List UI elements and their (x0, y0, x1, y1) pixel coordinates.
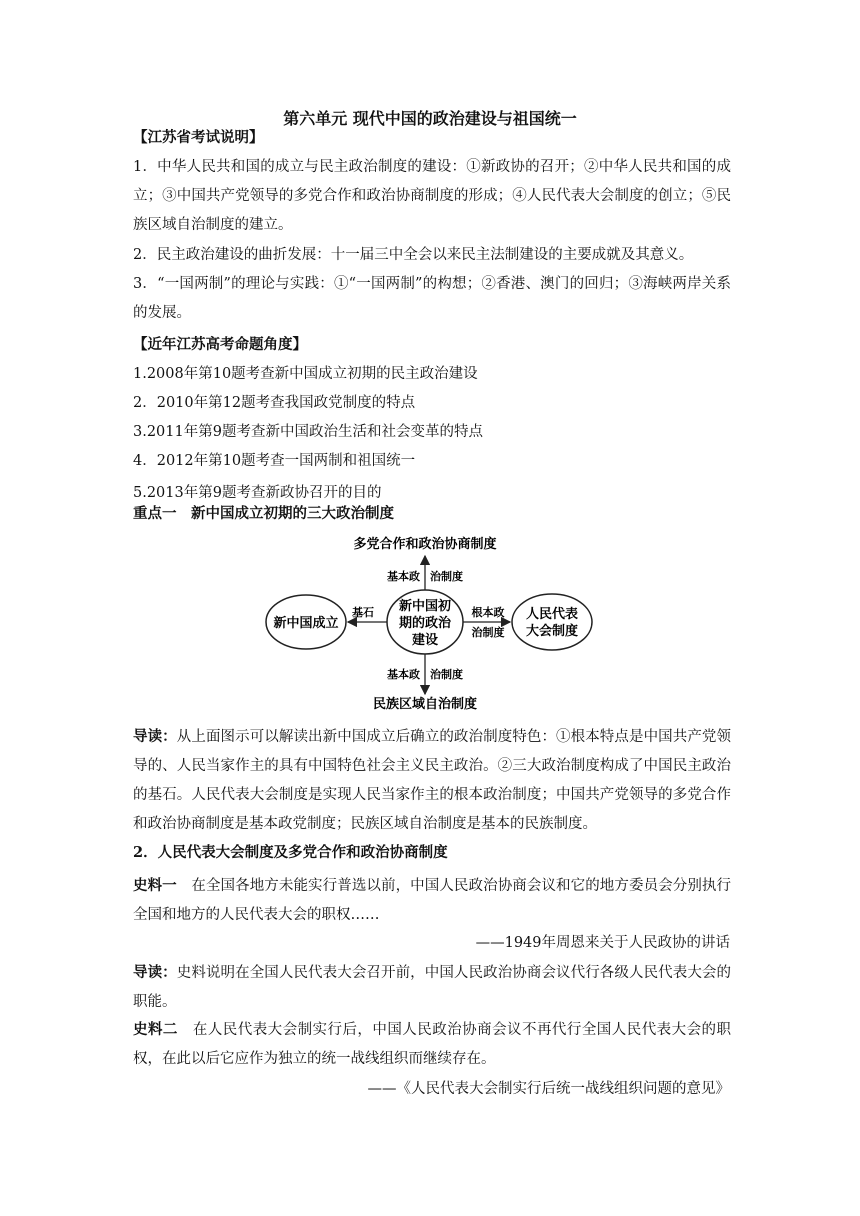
guide-1 (133, 722, 731, 839)
political-system-diagram (260, 528, 600, 714)
diagram-center-line-1: 新中国初 (398, 599, 452, 614)
guide-2 (133, 958, 731, 1017)
diagram-top-node: 多党合作和政治协商制度 (353, 537, 497, 552)
diagram-top-label-right: 治制度 (430, 570, 463, 583)
source-2 (133, 1015, 731, 1074)
diagram-center-line-2: 期的政治 (398, 616, 452, 631)
diagram-right-label-bottom: 治制度 (471, 626, 505, 639)
focus-heading: 重点一 新中国成立初期的三大政治制度 (133, 505, 394, 522)
diagram-right-node (512, 594, 592, 650)
diagram-right-node-line-2: 大会制度 (525, 624, 579, 639)
recent-item-4: 4．2012年第10题考查一国两制和祖国统一 (133, 453, 416, 469)
section-2-heading: 2．人民代表大会制度及多党合作和政治协商制度 (133, 844, 448, 861)
exam-item-2: 2．民主政治建设的曲折发展：十一届三中全会以来民主法制建设的主要成就及其意义。 (133, 247, 694, 263)
guide-1-label: 导读： (133, 728, 177, 745)
recent-item-5: 5.2013年第9题考查新政协召开的目的 (133, 485, 382, 501)
recent-heading: 【近年江苏高考命题角度】 (133, 336, 307, 353)
source-1 (133, 871, 731, 930)
unit-title: 第六单元 现代中国的政治建设与祖国统一 (283, 109, 577, 128)
exam-item-3: 3．“一国两制”的理论与实践：①“一国两制”的构想；②香港、澳门的回归；③海峡两岸关系的发展。 (133, 276, 731, 321)
exam-item-1: 1．中华人民共和国的成立与民主政治制度的建设：①新政协的召开；②中华人民共和国的成立；③中国共产党领导的多党合作和政治协商制度的形成；④人民代表大会制度的创立；⑤民族区域自治制度的建立。 (133, 159, 731, 233)
diagram-right-node-line-1: 人民代表 (525, 607, 579, 622)
source-1-label: 史料一 (133, 877, 177, 894)
recent-item-1: 1.2008年第10题考查新中国成立初期的民主政治建设 (133, 366, 478, 382)
source-2-text: 在人民代表大会制实行后，中国人民政治协商会议不再代行全国人民代表大会的职权，在此以后它应作为独立的统一战线组织而继续存在。 (133, 1022, 732, 1067)
diagram-bottom-label-left: 基本政 (387, 668, 420, 681)
diagram-bottom-node: 民族区域自治制度 (372, 697, 478, 712)
guide-2-text: 史料说明在全国人民代表大会召开前，中国人民政治协商会议代行各级人民代表大会的职能。 (133, 965, 731, 1010)
guide-1-text: 从上面图示可以解读出新中国成立后确立的政治制度特色：①根本特点是中国共产党领导的、人民当家作主的具有中国特色社会主义民主政治。②三大政治制度构成了中国民主政治的基石。人民代表大会制度是实现人民当家作主的根本政治制度；中国共产党领导的多党合作和政治协商制度是基本政党制度；民族区域自治制度是基本的民族制度。 (133, 729, 731, 832)
recent-item-2: 2．2010年第12题考查我国政党制度的特点 (133, 395, 416, 411)
source-2-citation: ——《人民代表大会制实行后统一战线组织问题的意见》 (367, 1081, 730, 1097)
source-1-text: 在全国各地方未能实行普选以前，中国人民政治协商会议和它的地方委员会分别执行全国和地方的人民代表大会的职权…… (133, 878, 731, 923)
diagram-top-label-left: 基本政 (387, 570, 420, 583)
guide-2-label: 导读： (133, 964, 177, 981)
diagram-bottom-label-right: 治制度 (430, 668, 463, 681)
source-1-citation: ——1949年周恩来关于人民政协的讲话 (475, 935, 730, 951)
diagram-center-line-3: 建设 (411, 633, 439, 648)
source-2-label: 史料二 (133, 1021, 178, 1038)
diagram-right-label-top: 根本政 (471, 606, 505, 619)
recent-item-3: 3.2011年第9题考查新中国政治生活和社会变革的特点 (133, 424, 483, 440)
diagram-left-label: 基石 (352, 606, 374, 619)
diagram-left-node-text: 新中国成立 (273, 616, 339, 631)
exam-heading: 【江苏省考试说明】 (133, 129, 264, 146)
